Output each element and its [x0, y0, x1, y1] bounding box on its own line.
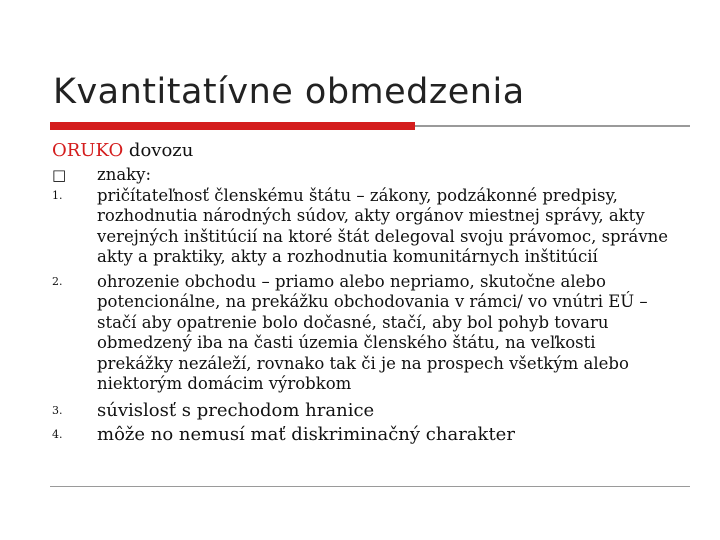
list-item-text: ohrozenie obchodu – priamo alebo nepriamo, skutočne alebo potencionálne, na prekážku obchodovania v rámci/ vo vnútri EÚ – stačí aby opatrenie bolo dočasné, stačí, aby bol pohyb tovaru obmedzený iba na časti územia členského štátu, na veľkosti prekážky nezáleží, rovnako tak či je na prospech všetkým alebo niektorým domácim výrobkom: [97, 271, 648, 393]
title-accent-bar: [50, 122, 415, 130]
list-item-1: [52, 186, 672, 268]
list-item-text: môže no nemusí mať diskriminačný charakter: [97, 423, 515, 445]
square-bullet-icon: □: [52, 166, 67, 184]
heading-rest: dovozu: [123, 140, 194, 161]
slide-title: Kvantitatívne obmedzenia: [53, 72, 525, 112]
bottom-divider: [50, 486, 690, 487]
list-item-number: 3.: [52, 403, 63, 417]
list-item-number: 4.: [52, 427, 63, 441]
item-list: [52, 165, 672, 447]
list-item-4: [52, 423, 672, 447]
list-item-text: znaky:: [97, 165, 152, 184]
list-item-intro: [52, 165, 672, 186]
list-item-3: [52, 399, 672, 423]
list-item-number: 1.: [52, 188, 63, 202]
section-heading: [52, 140, 193, 161]
heading-accent-word: ORUKO: [52, 140, 124, 161]
list-item-text: pričítateľnosť členskému štátu – zákony, podzákonné predpisy, rozhodnutia národných súdov, akty orgánov miestnej správy, akty verejných inštitúcií na ktoré štát delegoval svoju právomoc, správne akty a praktiky, akty a rozhodnutia komunitárnych inštitúcií: [97, 185, 669, 266]
list-item-text: súvislosť s prechodom hranice: [97, 399, 375, 421]
list-item-2: [52, 272, 672, 395]
list-item-number: 2.: [52, 274, 63, 288]
